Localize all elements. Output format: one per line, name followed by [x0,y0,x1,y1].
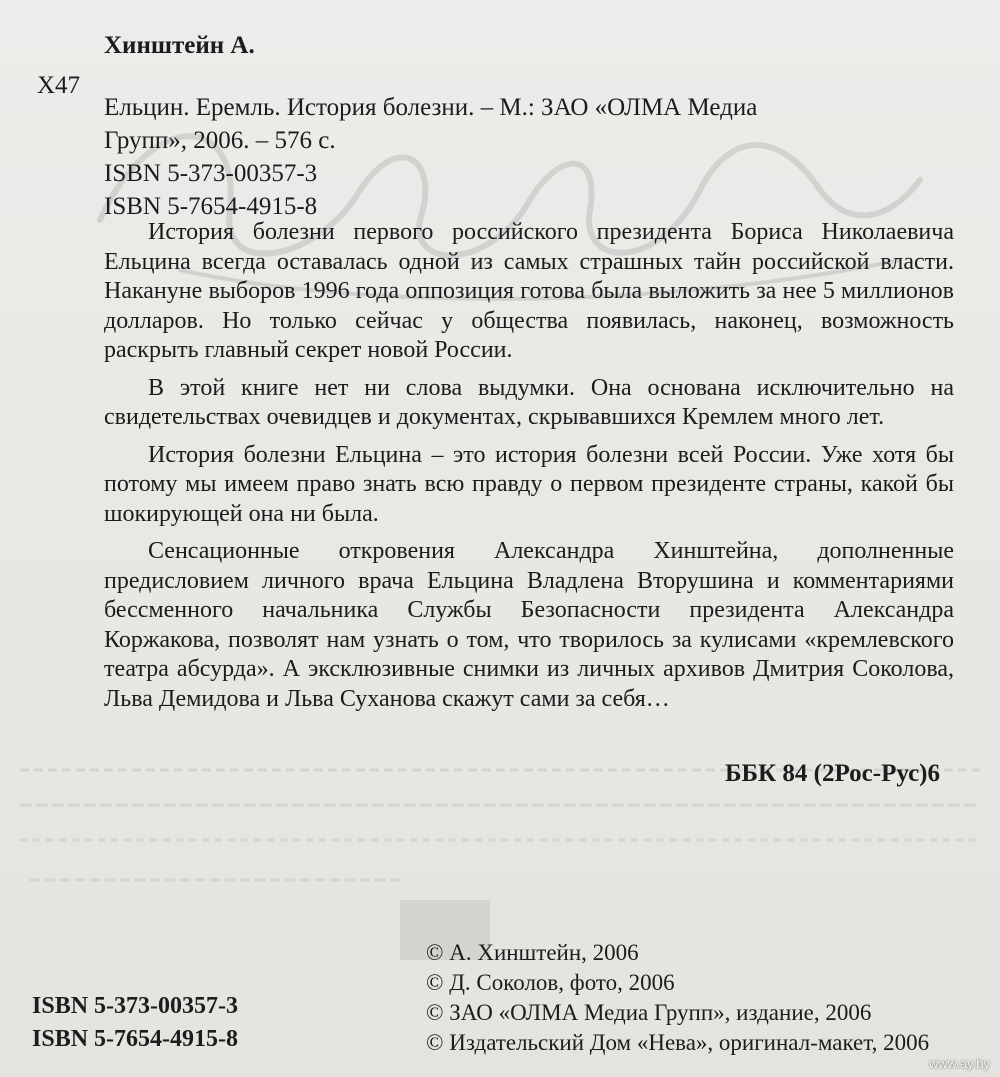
isbn-line: ISBN 5-7654-4915-8 [32,1026,239,1052]
title-line: Групп», 2006. – 576 с. [104,127,336,154]
annotation-paragraph: В этой книге нет ни слова выдумки. Она основана исключительно на свидетельствах очевидцев и документах, скрывавшихся Кремлем много лет. [104,374,954,430]
author-name: Хинштейн А. [104,32,255,59]
isbn-line: ISBN 5-373-00357-3 [104,160,318,187]
bbk-code: ББК 84 (2Рос-Рус)6 [724,760,940,787]
copyright-line: © Издательский Дом «Нева», оригинал-макет, 2006 [426,1030,930,1055]
copyright-block [426,938,929,1058]
isbn-block [32,990,238,1056]
copyright-line: © ЗАО «ОЛМА Медиа Групп», издание, 2006 [426,1000,872,1025]
annotation-paragraph: Сенсационные откровения Александра Хинштейна, дополненные предисловием личного врача Ельцина Владлена Вторушина и комментариями бессменного начальника Службы Безопасности президента Александра Коржакова, позволят нам узнать о том, что творилось за кулисами «кремлевского театра абсурда». А эксклюзивные снимки из личных архивов Дмитрия Соколова, Льва Демидова и Льва Суханова скажут сами за себя… [104,538,954,712]
bibliographic-record [104,58,954,223]
annotation-paragraph: История болезни Ельцина – это история болезни всей России. Уже хотя бы потому мы имеем право знать всю правду о первом президенте страны, какой бы шокирующей она ни была. [104,441,954,527]
library-code: Х47 [37,72,81,99]
title-line: Ельцин. Еремль. История болезни. – М.: ЗАО «ОЛМА Медиа [104,94,758,121]
isbn-line: ISBN 5-373-00357-3 [32,993,239,1019]
copyright-line: © А. Хинштейн, 2006 [426,940,639,965]
book-annotation [104,218,954,722]
annotation-paragraph: История болезни первого российского президента Бориса Николаевича Ельцина всегда оставалась одной из самых страшных тайн российской власти. Накануне выборов 1996 года оппозиция готова была выложить за нее 5 миллионов долларов. Но только сейчас у общества появилась, наконец, возможность раскрыть главный секрет новой России. [104,219,954,363]
isbn-line: ISBN 5-7654-4915-8 [104,193,318,220]
copyright-line: © Д. Соколов, фото, 2006 [426,970,675,995]
site-watermark: www.ay.by [928,1056,990,1071]
